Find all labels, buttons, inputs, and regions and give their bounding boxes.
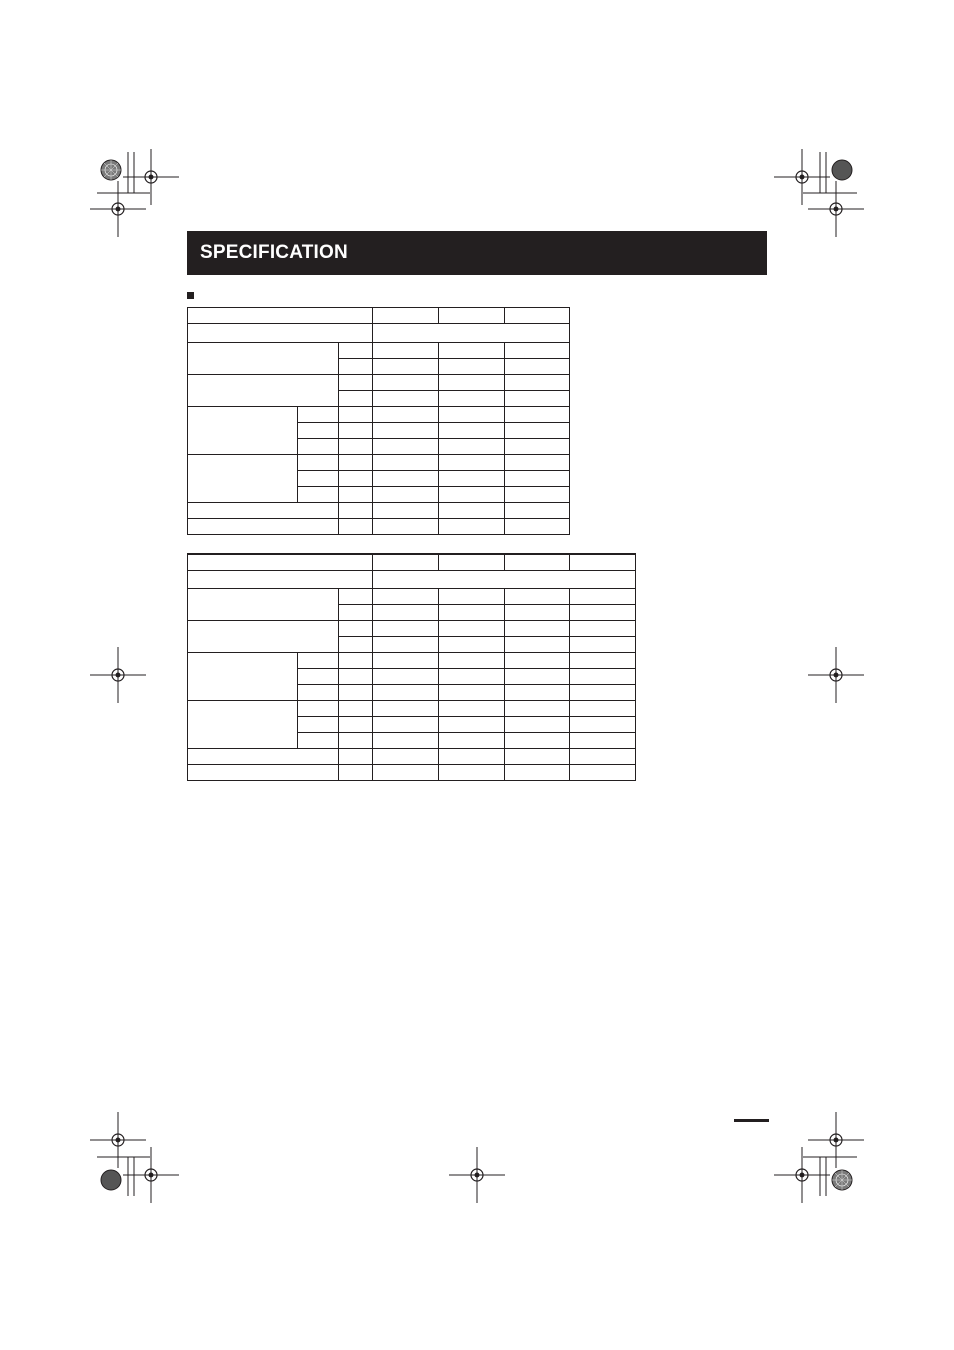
table-row — [188, 324, 570, 343]
table-row — [188, 554, 636, 570]
table-row — [188, 455, 570, 471]
mid-right-crosshair-icon — [808, 647, 864, 703]
section-title: SPECIFICATION — [200, 242, 348, 263]
bottom-center-crosshair-icon — [449, 1147, 505, 1203]
bullet-square-icon — [187, 292, 194, 299]
bottom-left-registration-mark-icon — [90, 1112, 179, 1203]
table-row — [188, 588, 636, 604]
table-row — [188, 308, 570, 324]
table-row — [188, 764, 636, 780]
table-row — [188, 343, 570, 359]
table-row — [188, 652, 636, 668]
table-row — [188, 620, 636, 636]
table-row — [188, 519, 570, 535]
top-left-registration-mark-icon — [90, 149, 179, 237]
spec-table-1 — [187, 307, 570, 535]
spec-table-2 — [187, 553, 636, 781]
table-row — [188, 570, 636, 588]
table-row — [188, 748, 636, 764]
top-right-registration-mark-icon — [774, 149, 864, 237]
table-row — [188, 375, 570, 391]
table-row — [188, 700, 636, 716]
page-marker-rule — [734, 1119, 769, 1122]
section-header-bar — [187, 231, 767, 275]
bottom-right-registration-mark-icon — [774, 1112, 864, 1203]
mid-left-crosshair-icon — [90, 647, 146, 703]
table-row — [188, 503, 570, 519]
table-row — [188, 407, 570, 423]
